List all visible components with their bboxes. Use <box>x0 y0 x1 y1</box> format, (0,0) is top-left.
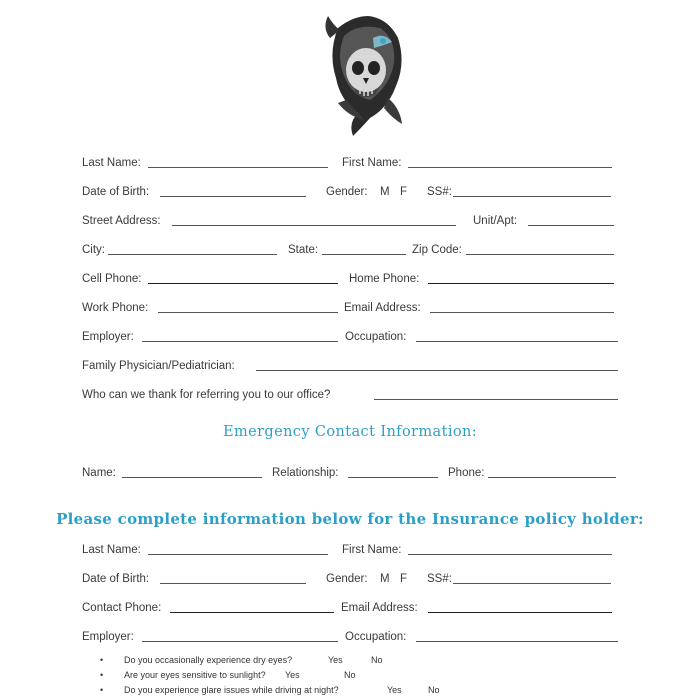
work-phone-field[interactable] <box>158 312 338 313</box>
insurance-ssn-field[interactable] <box>453 583 611 584</box>
gender-m-option[interactable]: M <box>380 186 390 198</box>
insurance-gender-f-option[interactable]: F <box>400 573 408 585</box>
insurance-gender-label: Gender: <box>326 573 368 585</box>
insurance-occupation-field[interactable] <box>416 641 618 642</box>
insurance-dob-field[interactable] <box>160 583 306 584</box>
first-name-field[interactable] <box>408 167 612 168</box>
insurance-name-row <box>0 540 700 558</box>
answer-no-option[interactable]: No <box>344 670 356 680</box>
referral-row <box>0 385 700 403</box>
last-first-name-row <box>0 153 700 171</box>
occupation-label: Occupation: <box>345 331 407 343</box>
emergency-phone-label: Phone: <box>448 467 485 479</box>
bullet-icon: • <box>100 655 104 665</box>
relationship-field[interactable] <box>348 477 438 478</box>
answer-no-option[interactable]: No <box>428 685 440 695</box>
street-row <box>0 211 700 229</box>
last-name-field[interactable] <box>148 167 328 168</box>
insurance-dob-label: Date of Birth: <box>82 573 150 585</box>
city-state-zip-row <box>0 240 700 258</box>
zip-field[interactable] <box>466 254 614 255</box>
insurance-last-name-label: Last Name: <box>82 544 141 556</box>
insurance-employer-field[interactable] <box>142 641 338 642</box>
question-text: Do you experience glare issues while driving at night? <box>124 685 339 695</box>
emergency-phone-field[interactable] <box>488 477 616 478</box>
insurance-ssn-label: SS#: <box>427 573 452 585</box>
phone-row <box>0 269 700 287</box>
insurance-first-name-label: First Name: <box>342 544 402 556</box>
referral-field[interactable] <box>374 399 618 400</box>
insurance-occupation-label: Occupation: <box>345 631 407 643</box>
dob-field[interactable] <box>160 196 306 197</box>
answer-yes-option[interactable]: Yes <box>387 685 402 695</box>
zip-label: Zip Code: <box>412 244 462 256</box>
employer-label: Employer: <box>82 331 134 343</box>
state-field[interactable] <box>322 254 406 255</box>
dragon-skull-icon <box>318 8 408 138</box>
cell-phone-label: Cell Phone: <box>82 273 142 285</box>
work-email-row <box>0 298 700 316</box>
unit-field[interactable] <box>528 225 614 226</box>
emergency-name-label: Name: <box>82 467 116 479</box>
dob-label: Date of Birth: <box>82 186 150 198</box>
question-text: Do you occasionally experience dry eyes? <box>124 655 293 665</box>
state-label: State: <box>288 244 319 256</box>
emergency-contact-heading: Emergency Contact Information: <box>222 424 478 440</box>
emergency-contact-row <box>0 463 700 481</box>
insurance-email-field[interactable] <box>428 612 612 613</box>
street-field[interactable] <box>172 225 456 226</box>
employer-occupation-row <box>0 327 700 345</box>
dob-gender-ssn-row <box>0 182 700 200</box>
cell-phone-field[interactable] <box>148 283 338 284</box>
work-phone-label: Work Phone: <box>82 302 149 314</box>
employer-field[interactable] <box>142 341 338 342</box>
email-label: Email Address: <box>344 302 421 314</box>
insurance-last-name-field[interactable] <box>148 554 328 555</box>
last-name-label: Last Name: <box>82 157 141 169</box>
ssn-field[interactable] <box>453 196 611 197</box>
referral-label: Who can we thank for referring you to our office? <box>82 389 331 401</box>
insurance-first-name-field[interactable] <box>408 554 612 555</box>
insurance-employer-label: Employer: <box>82 631 134 643</box>
insurance-employer-row <box>0 627 700 645</box>
answer-yes-option[interactable]: Yes <box>285 670 300 680</box>
physician-label: Family Physician/Pediatrician: <box>82 360 235 372</box>
contact-phone-label: Contact Phone: <box>82 602 162 614</box>
physician-row <box>0 356 700 374</box>
occupation-field[interactable] <box>416 341 618 342</box>
insurance-contact-row <box>0 598 700 616</box>
contact-phone-field[interactable] <box>170 612 334 613</box>
insurance-gender-m-option[interactable]: M <box>380 573 390 585</box>
gender-f-option[interactable]: F <box>400 186 408 198</box>
ssn-label: SS#: <box>427 186 452 198</box>
home-phone-field[interactable] <box>428 283 614 284</box>
city-label: City: <box>82 244 105 256</box>
physician-field[interactable] <box>256 370 618 371</box>
question-text: Are your eyes sensitive to sunlight? <box>124 670 266 680</box>
answer-yes-option[interactable]: Yes <box>328 655 343 665</box>
insurance-email-label: Email Address: <box>341 602 418 614</box>
home-phone-label: Home Phone: <box>349 273 420 285</box>
bullet-icon: • <box>100 670 104 680</box>
city-field[interactable] <box>108 254 277 255</box>
email-field[interactable] <box>430 312 614 313</box>
unit-label: Unit/Apt: <box>473 215 518 227</box>
bullet-icon: • <box>100 685 104 695</box>
insurance-heading: Please complete information below for the Insurance policy holder: <box>56 510 644 528</box>
gender-label: Gender: <box>326 186 368 198</box>
relationship-label: Relationship: <box>272 467 339 479</box>
emergency-name-field[interactable] <box>122 477 262 478</box>
insurance-dob-row <box>0 569 700 587</box>
first-name-label: First Name: <box>342 157 402 169</box>
answer-no-option[interactable]: No <box>371 655 383 665</box>
street-label: Street Address: <box>82 215 161 227</box>
